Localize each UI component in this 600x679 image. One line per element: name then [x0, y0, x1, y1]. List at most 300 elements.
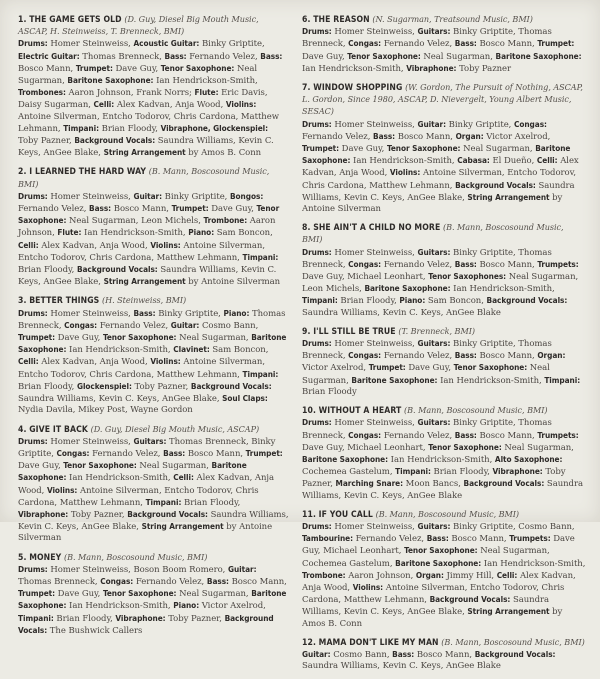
- performer-names: Ian Hendrickson-Smith,: [437, 375, 545, 386]
- track-credit: [302, 405, 586, 502]
- performer-names: by Amos B. Conn: [185, 148, 262, 159]
- instrument-role: Guitar:: [227, 563, 257, 574]
- instrument-role: Violins:: [352, 581, 384, 592]
- track-title: THE REASON: [313, 15, 370, 25]
- performer-names: Aaron Johnson,: [18, 216, 276, 239]
- track-songwriter-credit: (T. Brenneck, BMI): [398, 325, 475, 336]
- performer-names: Ian Hendrickson-Smith,: [302, 63, 407, 74]
- instrument-role: Tenor Saxophone:: [386, 143, 461, 154]
- performer-names: The Bushwick Callers: [47, 625, 143, 636]
- performer-names: Fernando Velez,: [381, 259, 455, 270]
- instrument-role: Drums:: [302, 246, 332, 257]
- performer-names: Homer Steinweiss,: [331, 521, 418, 532]
- instrument-role: Bass:: [206, 575, 229, 586]
- performer-names: Neal Sugarman, Leon Michels,: [302, 272, 579, 295]
- instrument-role: Background Vocals:: [190, 380, 272, 391]
- instrument-role: Bass:: [454, 38, 477, 49]
- instrument-role: Congas:: [348, 350, 382, 361]
- instrument-role: String Arrangement: [141, 521, 224, 532]
- track-number: 2.: [18, 167, 27, 178]
- instrument-role: Timpani:: [395, 466, 431, 477]
- performer-names: Dave Guy,: [18, 461, 64, 472]
- track-credit: [302, 326, 586, 398]
- performer-names: Thomas Brenneck, Binky Griptite,: [18, 436, 276, 459]
- instrument-role: Drums:: [302, 520, 332, 531]
- performer-names: Victor Axelrod,: [302, 363, 369, 374]
- performer-names: Alex Kadvan, Anja Wood,: [302, 570, 576, 593]
- performer-names: Antoine Silverman, Entcho Todorov, Chris Cardona, Matthew Lehmann,: [18, 111, 279, 134]
- instrument-role: Guitar:: [302, 648, 331, 659]
- track-credit: [18, 295, 290, 416]
- performer-names: Fernando Velez,: [353, 534, 427, 545]
- instrument-role: Baritone Saxophone:: [302, 453, 389, 464]
- instrument-role: Trumpet:: [368, 362, 406, 373]
- instrument-role: Drums:: [18, 435, 48, 446]
- instrument-role: Alto Saxophone:: [494, 453, 563, 464]
- performer-names: Neal Sugarman,: [176, 333, 252, 344]
- performer-names: Sam Boncon,: [425, 296, 487, 307]
- track-credit: [18, 14, 290, 159]
- performer-names: Neal Sugarman,: [302, 363, 550, 386]
- performer-names: Bosco Mann,: [476, 259, 538, 270]
- performer-names: Saundra Williams, Kevin C. Keys, AnGee Blake: [302, 479, 583, 501]
- instrument-role: Violins:: [225, 99, 257, 110]
- instrument-role: Bass:: [89, 203, 112, 214]
- performer-names: Dave Guy, Michael Leonhart,: [302, 534, 575, 557]
- instrument-role: Flute:: [194, 87, 219, 98]
- track-title: WITHOUT A HEART: [318, 406, 402, 417]
- performer-names: Antoine Silverman, Entcho Todorov, Chris Cardona, Matthew Lehmann,: [302, 582, 565, 606]
- instrument-role: Drums:: [18, 563, 48, 574]
- performer-names: Cochemea Gastelum,: [302, 467, 396, 478]
- track-title: SHE AIN'T A CHILD NO MORE: [313, 223, 441, 234]
- performer-names: Bosco Mann,: [414, 649, 475, 660]
- instrument-role: Flute:: [57, 227, 82, 238]
- performer-names: Alex Kadvan, Anja Wood,: [18, 473, 274, 496]
- instrument-role: Baritone Saxophone:: [18, 588, 287, 611]
- performer-names: Alex Kadvan, Anja Wood,: [38, 357, 151, 368]
- instrument-role: Vibraphone, Glockenspiel:: [160, 122, 269, 133]
- performer-names: Neal Sugarman,: [420, 51, 496, 62]
- performer-names: Cosmo Bann,: [330, 649, 393, 660]
- performer-names: Saundra Williams, Kevin C. Keys, AnGee Blake,: [18, 394, 223, 405]
- track-number: 8.: [302, 223, 311, 234]
- instrument-role: Guitars:: [417, 338, 451, 349]
- performer-names: Neal Sugarman, Leon Michels,: [66, 216, 204, 227]
- performer-names: Homer Steinweiss,: [331, 247, 418, 258]
- track-credit: [18, 424, 290, 545]
- instrument-role: Vibraphone:: [406, 62, 457, 73]
- instrument-role: Bass:: [454, 429, 477, 440]
- instrument-role: String Arrangement: [467, 191, 550, 202]
- instrument-role: Trombone:: [203, 215, 248, 226]
- instrument-role: Tenor Saxophone:: [102, 332, 177, 343]
- performer-names: Alex Kadvan, Anja Wood,: [114, 100, 226, 111]
- instrument-role: Celli:: [93, 99, 115, 110]
- performer-names: Brian Floody,: [337, 296, 400, 307]
- performer-names: Brian Floody,: [18, 265, 77, 276]
- performer-names: Binky Griptite,: [162, 191, 230, 202]
- performer-names: Toby Pazner,: [302, 467, 566, 490]
- track-number: 3.: [18, 296, 27, 307]
- performer-names: Dave Guy,: [302, 51, 348, 62]
- track-title: THE GAME GETS OLD: [29, 15, 122, 25]
- performer-names: Sam Boncon,: [214, 228, 273, 239]
- instrument-role: Baritone Saxophone:: [302, 143, 571, 166]
- performer-names: by Antoine Silverman: [18, 522, 273, 544]
- performer-names: Thomas Brenneck,: [79, 51, 165, 62]
- performer-names: Bosco Mann,: [476, 351, 538, 362]
- instrument-role: Baritone Saxophone:: [351, 374, 438, 385]
- instrument-role: Timpani:: [544, 374, 581, 385]
- performer-names: Homer Steinweiss,: [47, 191, 134, 202]
- instrument-role: Piano:: [399, 295, 426, 306]
- performer-names: Binky Griptite, Thomas Brenneck,: [302, 27, 552, 50]
- instrument-role: Piano:: [173, 600, 200, 611]
- performer-names: Neal Sugarman,: [136, 461, 212, 472]
- track-number: 9.: [302, 326, 311, 337]
- performer-names: Ian Hendrickson-Smith,: [81, 228, 189, 239]
- instrument-role: Guitars:: [417, 520, 451, 531]
- instrument-role: Timpani:: [242, 251, 279, 262]
- performer-names: Bosco Mann,: [476, 39, 538, 50]
- instrument-role: Baritone Saxophone:: [395, 557, 482, 568]
- instrument-role: Drums:: [18, 307, 48, 318]
- instrument-role: Vibraphone:: [492, 466, 543, 477]
- track-songwriter-credit: (B. Mann, Boscosound Music, BMI): [302, 222, 564, 245]
- instrument-role: Trumpets:: [537, 258, 579, 269]
- performer-names: Toby Pazner,: [18, 136, 75, 147]
- instrument-role: String Arrangement: [103, 276, 186, 287]
- track-title: MONEY: [29, 552, 62, 563]
- performer-names: Homer Steinweiss,: [47, 436, 134, 447]
- instrument-role: Drums:: [302, 338, 332, 349]
- track-songwriter-credit: (H. Steinweiss, BMI): [102, 295, 187, 306]
- performer-names: Victor Axelrod,: [199, 601, 266, 612]
- instrument-role: Electric Guitar:: [18, 50, 80, 61]
- performer-names: Toby Pazner,: [165, 613, 225, 624]
- performer-names: Bosco Mann,: [18, 63, 76, 74]
- instrument-role: Drums:: [302, 118, 332, 129]
- instrument-role: Marching Snare:: [335, 478, 404, 489]
- performer-names: Ian Hendrickson-Smith,: [153, 76, 258, 87]
- instrument-role: Trumpet:: [537, 38, 575, 49]
- performer-names: Bosco Mann,: [395, 131, 456, 142]
- track-title: I'LL STILL BE TRUE: [313, 326, 396, 337]
- instrument-role: Baritone Saxophone:: [495, 50, 582, 61]
- instrument-role: Drums:: [302, 417, 332, 428]
- instrument-role: Tenor Saxophone:: [63, 460, 137, 471]
- instrument-role: Trumpet:: [245, 447, 283, 458]
- performer-names: Antoine Silverman, Entcho Todorov, Chris Cardona, Matthew Lehmann,: [302, 168, 576, 191]
- instrument-role: Tenor Saxophone:: [347, 50, 421, 61]
- instrument-role: Background Vocals:: [486, 295, 568, 306]
- performer-names: Saundra Williams, Kevin C. Keys, AnGee Blake,: [18, 136, 274, 159]
- instrument-role: Bass:: [454, 258, 477, 269]
- instrument-role: Celli:: [173, 472, 194, 483]
- instrument-role: Background Vocals:: [127, 508, 208, 519]
- track-title: BETTER THINGS: [29, 296, 100, 307]
- instrument-role: Organ:: [455, 130, 484, 141]
- track-credit: [302, 222, 586, 319]
- performer-names: Ian Hendrickson-Smith,: [66, 473, 174, 484]
- instrument-role: Tenor Saxophones:: [428, 271, 507, 282]
- performer-names: Ian Hendrickson-Smith,: [450, 284, 555, 295]
- performer-names: Homer Steinweiss,: [331, 339, 418, 350]
- performer-names: Fernando Velez,: [97, 320, 171, 331]
- instrument-role: Congas:: [513, 118, 547, 129]
- performer-names: Fernando Velez,: [18, 204, 90, 215]
- instrument-role: Tenor Saxophone:: [160, 62, 235, 73]
- performer-names: Dave Guy, Michael Leonhart,: [302, 442, 429, 453]
- performer-names: Fernando Velez,: [381, 351, 455, 362]
- performer-names: Binky Griptite,: [155, 308, 224, 319]
- performer-names: Homer Steinweiss,: [47, 308, 134, 319]
- performer-names: Binky Griptite, Thomas Brenneck,: [302, 418, 552, 441]
- instrument-role: Background Vocals:: [463, 478, 545, 489]
- performer-names: Dave Guy,: [339, 144, 387, 155]
- performer-names: Ian Hendrickson-Smith,: [66, 345, 174, 356]
- performer-names: El Dueño,: [489, 156, 537, 167]
- performer-names: Bosco Mann,: [448, 534, 510, 545]
- instrument-role: Tenor Saxophone:: [453, 362, 528, 373]
- track-number: 4.: [18, 424, 27, 435]
- track-songwriter-credit: (W. Gordon, The Pursuit of Nothing, ASCAP, L. Gordon, Since 1980, ASCAP, D. Nievergelt, Young Albert Music, SESAC): [302, 82, 583, 117]
- instrument-role: Bass:: [133, 307, 156, 318]
- instrument-role: Background Vocals:: [18, 612, 274, 635]
- instrument-role: Timpani:: [145, 496, 182, 507]
- instrument-role: Tenor Saxophone:: [102, 588, 177, 599]
- performer-names: Neal Sugarman,: [18, 63, 258, 87]
- instrument-role: Violins:: [150, 239, 181, 250]
- performer-names: Sam Boncon,: [209, 345, 269, 356]
- instrument-role: Piano:: [223, 307, 250, 318]
- instrument-role: Celli:: [496, 569, 518, 580]
- instrument-role: Congas:: [56, 447, 90, 458]
- performer-names: Fernando Velez,: [186, 51, 261, 62]
- performer-names: Antoine Silverman, Entcho Todorov, Chris Cardona, Matthew Lehmann,: [18, 485, 259, 508]
- performer-names: Homer Steinweiss,: [331, 418, 418, 429]
- track-title: GIVE IT BACK: [29, 424, 88, 435]
- performer-names: Thomas Brenneck,: [18, 576, 101, 587]
- instrument-role: Drums:: [18, 190, 48, 201]
- instrument-role: Bass:: [163, 447, 186, 458]
- instrument-role: Bass:: [426, 533, 449, 544]
- track-credit: [18, 166, 290, 288]
- track-title: I LEARNED THE HARD WAY: [29, 167, 147, 178]
- performer-names: Nydia Davila, Mikey Post, Wayne Gordon: [18, 405, 193, 416]
- performer-names: by Antoine Silverman: [185, 277, 281, 288]
- instrument-role: Congas:: [348, 38, 382, 49]
- instrument-role: Acoustic Guitar:: [133, 38, 200, 49]
- instrument-role: Trumpet:: [171, 203, 209, 214]
- instrument-role: Guitars:: [417, 26, 451, 37]
- performer-names: Eric Davis, Daisy Sugarman,: [18, 88, 268, 111]
- instrument-role: Celli:: [18, 239, 39, 250]
- performer-names: Antoine Silverman, Entcho Todorov, Chris Cardona, Matthew Lehmann,: [18, 357, 265, 380]
- instrument-role: Tambourine:: [302, 533, 353, 544]
- performer-names: Thomas Brenneck,: [18, 308, 286, 331]
- instrument-role: Guitars:: [417, 246, 451, 257]
- track-title: MAMA DON'T LIKE MY MAN: [318, 637, 439, 648]
- track-songwriter-credit: (D. Guy, Diesel Big Mouth Music, ASCAP, H. Steinweiss, T. Brenneck, BMI): [18, 14, 259, 37]
- performer-names: Brian Floody,: [430, 467, 493, 478]
- performer-names: Cosmo Bann,: [199, 320, 259, 331]
- instrument-role: Glockenspiel:: [76, 380, 132, 391]
- performer-names: Fernando Velez,: [302, 131, 374, 142]
- instrument-role: Violins:: [389, 167, 421, 178]
- performer-names: Ian Hendrickson-Smith,: [481, 558, 586, 569]
- right-column: [302, 14, 586, 679]
- left-column: [18, 14, 290, 644]
- instrument-role: Trumpets:: [509, 533, 551, 544]
- instrument-role: Guitar:: [417, 118, 447, 129]
- instrument-role: Celli:: [18, 356, 39, 367]
- performer-names: Brian Floody,: [181, 497, 241, 508]
- instrument-role: Timpani:: [242, 368, 279, 379]
- instrument-role: Timpani:: [18, 612, 54, 623]
- performer-names: Dave Guy,: [405, 363, 454, 374]
- instrument-role: Congas:: [348, 429, 382, 440]
- performer-names: Alex Kadvan, Anja Wood,: [302, 156, 579, 179]
- performer-names: Toby Pazner,: [68, 509, 128, 520]
- track-credit: [302, 509, 586, 630]
- instrument-role: Bass:: [164, 50, 187, 61]
- instrument-role: Baritone Saxophone:: [364, 283, 451, 294]
- instrument-role: Trumpet:: [302, 143, 340, 154]
- track-songwriter-credit: (B. Mann, Boscosound Music, BMI): [404, 405, 548, 416]
- track-songwriter-credit: (B. Mann, Boscosound Music, BMI): [375, 508, 520, 519]
- performer-names: Homer Steinweiss, Boson Boom Romero,: [47, 564, 228, 575]
- performer-names: Binky Griptite, Thomas Brenneck,: [302, 339, 552, 362]
- performer-names: Neal Sugarman,: [176, 589, 252, 600]
- performer-names: Binky Griptite, Thomas Brenneck,: [302, 247, 552, 270]
- instrument-role: Congas:: [100, 575, 134, 586]
- performer-names: Dave Guy, Michael Leonhart,: [302, 272, 429, 283]
- performer-names: Dave Guy,: [55, 589, 103, 600]
- track-title: IF YOU CALL: [318, 509, 373, 520]
- performer-names: Jimmy Hill,: [443, 570, 497, 581]
- performer-names: by Antoine Silverman: [302, 192, 563, 215]
- instrument-role: Violins:: [46, 484, 78, 495]
- performer-names: Homer Steinweiss,: [47, 39, 134, 50]
- performer-names: Fernando Velez,: [133, 576, 207, 587]
- performer-names: Ian Hendrickson-Smith,: [350, 156, 458, 167]
- track-number: 12.: [302, 637, 316, 648]
- performer-names: Aaron Johnson, Frank Norrs;: [65, 88, 195, 99]
- instrument-role: Tenor Saxophone:: [428, 441, 502, 452]
- performer-names: by Amos B. Conn: [302, 607, 563, 629]
- instrument-role: Trumpet:: [18, 588, 56, 599]
- instrument-role: Tenor Saxophone:: [404, 545, 478, 556]
- performer-names: Toby Pazner: [456, 63, 512, 74]
- performer-names: Dave Guy,: [112, 63, 161, 74]
- performer-names: Brian Floody,: [18, 381, 77, 392]
- track-number: 11.: [302, 509, 316, 520]
- instrument-role: Soul Claps:: [222, 393, 268, 404]
- performer-names: Moon Bancs,: [403, 479, 464, 490]
- instrument-role: Background Vocals:: [74, 135, 156, 146]
- instrument-role: Guitar:: [133, 190, 163, 201]
- instrument-role: Timpani:: [63, 122, 99, 133]
- instrument-role: Trombone:: [302, 569, 346, 580]
- instrument-role: Bass:: [373, 130, 396, 141]
- performer-names: Saundra Williams, Kevin C. Keys, AnGee Blake,: [302, 595, 550, 618]
- instrument-role: Background Vocals:: [76, 264, 158, 275]
- performer-names: Aaron Johnson,: [345, 570, 416, 581]
- instrument-role: Trumpets:: [537, 429, 579, 440]
- track-title: WINDOW SHOPPING: [313, 83, 403, 94]
- track-credit: [302, 14, 586, 75]
- track-number: 10.: [302, 406, 316, 417]
- instrument-role: Guitars:: [417, 417, 451, 428]
- performer-names: Saundra Williams, Kevin C. Keys, AnGee Blake,: [18, 265, 277, 288]
- instrument-role: Background Vocals:: [429, 594, 511, 605]
- instrument-role: Bass:: [454, 350, 477, 361]
- performer-names: Bosco Mann,: [228, 576, 287, 587]
- instrument-role: Clavinet:: [173, 344, 210, 355]
- performer-names: Binky Griptite, Cosmo Bann,: [450, 521, 575, 532]
- performer-names: Saundra Williams, Kevin C. Keys, AnGee Blake: [302, 307, 501, 318]
- instrument-role: Tenor Saxophone:: [18, 203, 280, 226]
- instrument-role: Vibraphone:: [115, 612, 166, 623]
- instrument-role: Organ:: [415, 569, 444, 580]
- track-songwriter-credit: (B. Mann, Boscosound Music, BMI): [441, 636, 585, 647]
- track-songwriter-credit: (D. Guy, Diesel Big Mouth Music, ASCAP): [90, 423, 260, 434]
- track-songwriter-credit: (B. Mann, Boscosound Music, BMI): [18, 166, 270, 189]
- performer-names: Antoine Silverman, Entcho Todorov, Chris Cardona, Matthew Lehmann,: [18, 240, 265, 263]
- performer-names: Fernando Velez,: [381, 430, 455, 441]
- performer-names: Ian Hendrickson-Smith,: [388, 454, 495, 465]
- performer-names: Homer Steinweiss,: [331, 119, 418, 130]
- performer-names: Neal Sugarman,: [501, 442, 574, 453]
- instrument-role: Trumpet:: [75, 62, 113, 73]
- track-number: 1.: [18, 15, 27, 25]
- instrument-role: Trumpet:: [18, 332, 56, 343]
- instrument-role: Violins:: [150, 356, 181, 367]
- performer-names: Homer Steinweiss,: [331, 27, 418, 38]
- instrument-role: Timpani:: [302, 295, 338, 306]
- performer-names: Fernando Velez,: [381, 39, 455, 50]
- track-number: 7.: [302, 83, 311, 94]
- track-credit: [18, 552, 290, 637]
- performer-names: Victor Axelrod,: [483, 131, 551, 142]
- instrument-role: Congas:: [348, 258, 382, 269]
- instrument-role: Background Vocals:: [474, 648, 556, 659]
- instrument-role: Drums:: [18, 38, 48, 49]
- performer-names: Brian Floody,: [53, 613, 116, 624]
- track-number: 5.: [18, 552, 27, 563]
- performer-names: Binky Griptite,: [446, 119, 514, 130]
- instrument-role: Bongos:: [229, 190, 264, 201]
- instrument-role: Background Vocals:: [455, 179, 536, 190]
- instrument-role: Organ:: [537, 350, 566, 361]
- instrument-role: String Arrangement: [467, 606, 550, 617]
- performer-names: Bosco Mann,: [185, 448, 246, 459]
- track-number: 6.: [302, 15, 311, 25]
- instrument-role: Baritone Saxophone:: [18, 460, 247, 483]
- performer-names: Dave Guy,: [55, 333, 103, 344]
- track-credit: [302, 637, 586, 673]
- instrument-role: Guitars:: [133, 435, 167, 446]
- performer-names: Brian Floody,: [98, 123, 161, 134]
- performer-names: Saundra Williams, Kevin C. Keys, AnGee Blake,: [18, 509, 289, 533]
- instrument-role: Cabasa:: [457, 155, 490, 166]
- performer-names: Alex Kadvan, Anja Wood,: [38, 240, 151, 251]
- instrument-role: Baritone Saxophone:: [18, 332, 287, 355]
- performer-names: Brian Floody: [302, 386, 357, 397]
- track-songwriter-credit: (N. Sugarman, Treatsound Music, BMI): [372, 14, 533, 24]
